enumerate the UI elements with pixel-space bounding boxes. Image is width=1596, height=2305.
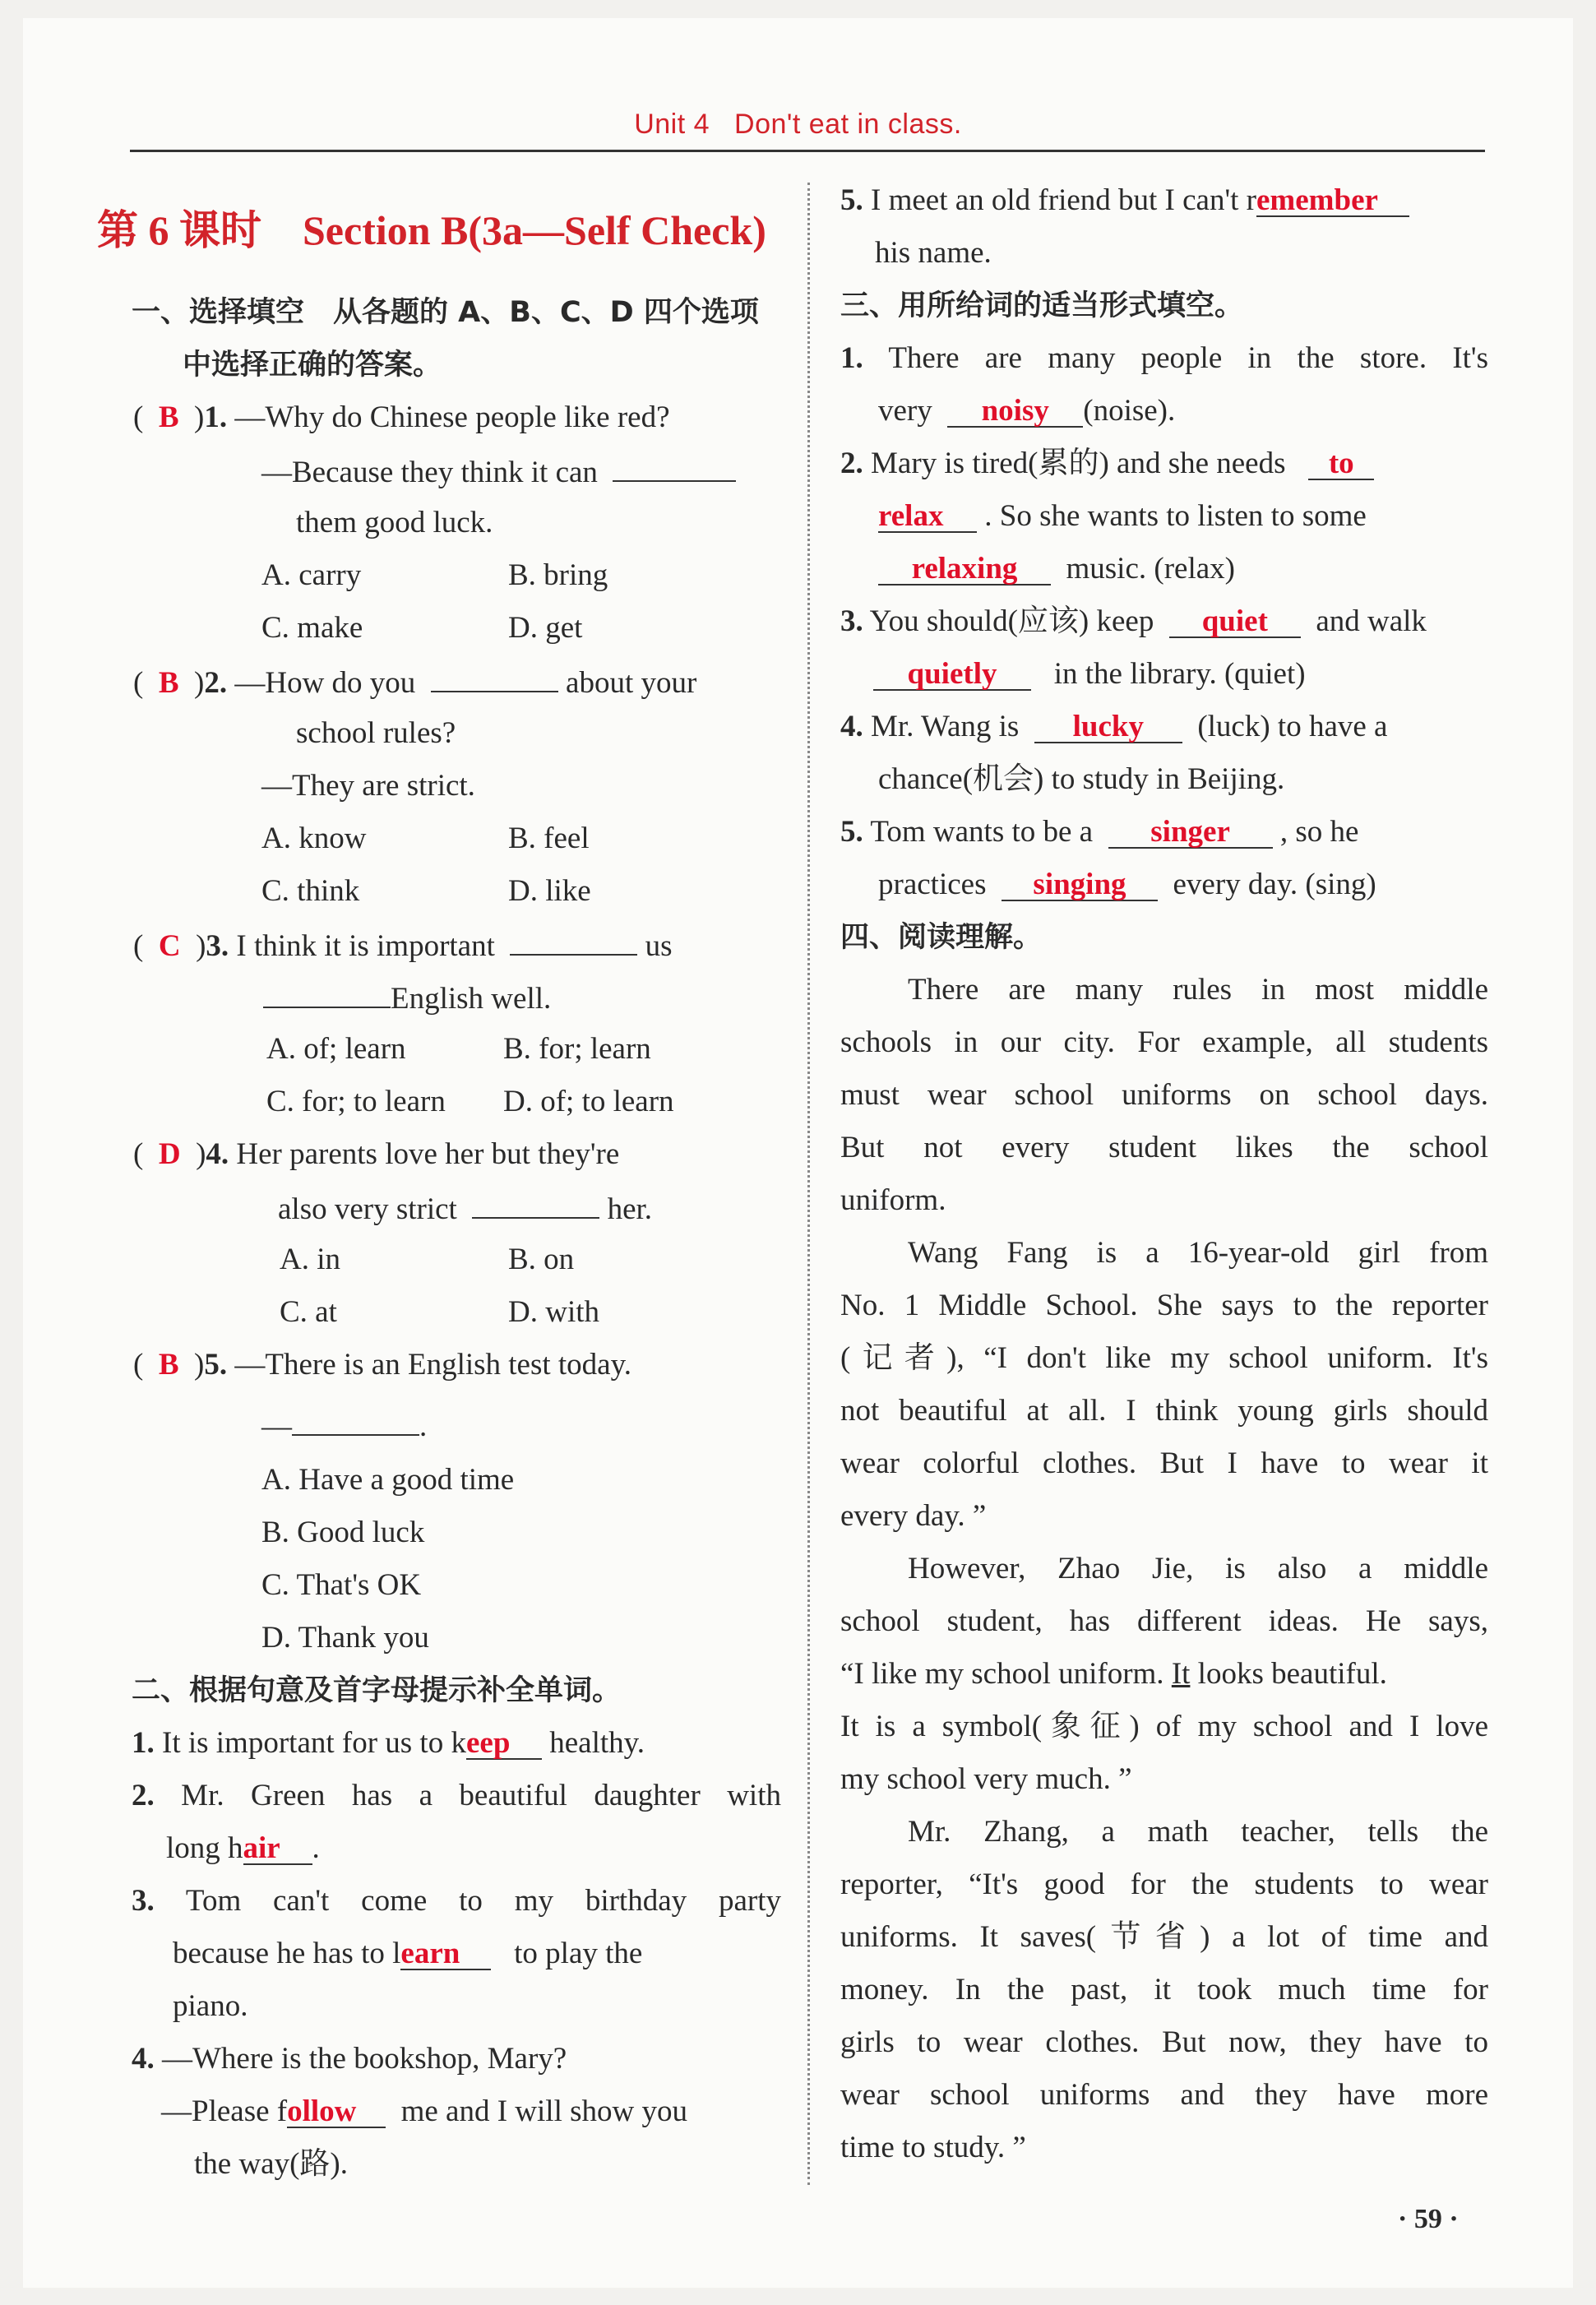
form-answer-2a: to	[1328, 447, 1354, 480]
form-answer-2b: relax	[878, 499, 944, 533]
answer-blank	[1169, 600, 1301, 638]
answer-blank	[1256, 179, 1409, 217]
answer-blank	[1034, 706, 1182, 743]
form-question-2-line3: relaxing music. (relax)	[878, 543, 1488, 595]
answer-blank	[431, 655, 558, 692]
form-question-1-line2: very noisy (noise).	[878, 385, 1488, 437]
option-b: B. on	[508, 1243, 575, 1276]
mc-options-row	[261, 549, 781, 602]
fill-answer-4: ollow	[287, 2094, 357, 2128]
answer-blank	[947, 390, 1083, 428]
form-answer-3a: quiet	[1201, 604, 1268, 638]
section2-heading: 二、根据句意及首字母提示补全单词。	[132, 1674, 622, 1707]
answer-blank	[1002, 863, 1158, 901]
fill-question-4: 4. —Where is the bookshop, Mary?	[132, 2042, 567, 2076]
reading-line: my school very much. ”	[840, 1762, 1132, 1796]
fill-question-1: 1. It is important for us to keep healthy.	[132, 1717, 781, 1770]
page-number: · 59 ·	[1398, 2204, 1459, 2234]
mc-question-1-line2: —Because they think it can	[261, 444, 781, 497]
reading-line: It is a symbol(象征) of my school and I love	[840, 1710, 1488, 1743]
fill-question-3-line2: because he has to learn to play the	[173, 1928, 781, 1980]
answer-blank	[613, 444, 736, 482]
form-answer-3b: quietly	[907, 657, 997, 691]
section1-heading-line2: 中选择正确的答案。	[183, 349, 442, 382]
mc-question-4-line2: also very strict her.	[278, 1181, 781, 1233]
reading-line: schools in our city. For example, all students	[840, 1025, 1488, 1059]
mc-options-row	[280, 1286, 781, 1339]
fill-question-5: 5. I meet an old friend but I can't remember	[840, 174, 1488, 227]
reading-line: uniform.	[840, 1183, 946, 1217]
underlined-word: It	[1171, 1657, 1191, 1691]
mc-answer-4: D	[158, 1137, 181, 1171]
form-question-4-line2: chance(机会) to study in Beijing.	[878, 762, 1285, 796]
reading-line: But not every student likes the school	[840, 1131, 1488, 1164]
fill-question-3-line3: piano.	[173, 1989, 248, 2023]
option-a: A. of; learn	[266, 1032, 406, 1066]
reading-line: “I like my school uniform. It looks beautiful.	[840, 1657, 1387, 1691]
fill-question-4-line2: —Please follow me and I will show you	[161, 2085, 781, 2138]
option-c: C. for; to learn	[266, 1085, 446, 1118]
reading-line: wear school uniforms and they have more	[840, 2078, 1488, 2112]
mc-question-1-line3: them good luck.	[296, 506, 493, 539]
option-d: D. with	[508, 1295, 599, 1329]
mc-question-4: ( D )4. Her parents love her but they're	[133, 1137, 620, 1171]
option-d: D. like	[508, 874, 591, 908]
form-question-1: 1. There are many people in the store. It's	[840, 341, 1488, 375]
section3-heading: 三、用所给词的适当形式填空。	[840, 289, 1244, 322]
reading-line: every day. ”	[840, 1499, 987, 1533]
option-b: B. feel	[508, 822, 590, 855]
fill-question-5-line2: his name.	[875, 236, 992, 270]
reading-line: No. 1 Middle School. She says to the reporter	[840, 1289, 1488, 1322]
reading-line: Wang Fang is a 16-year-old girl from	[908, 1236, 1488, 1270]
answer-blank	[873, 653, 1031, 691]
option-a: A. in	[280, 1243, 340, 1276]
reading-line: reporter, “It's good for the students to wear	[840, 1868, 1488, 1901]
form-answer-5b: singing	[1033, 868, 1126, 901]
header-rule	[130, 150, 1485, 152]
mc-question-5: ( B )5. —There is an English test today.	[133, 1348, 631, 1382]
mc-question-3: ( C )3. I think it is important us	[133, 918, 781, 970]
fill-answer-1: eep	[465, 1726, 511, 1760]
mc-answer-3: C	[158, 929, 181, 963]
option-c: C. make	[261, 611, 363, 645]
answer-blank	[1308, 442, 1374, 480]
answer-blank	[510, 918, 637, 956]
option-c: C. think	[261, 874, 360, 908]
form-question-3-line2: quietly in the library. (quiet)	[873, 648, 1488, 701]
form-question-2-line2: relax . So she wants to listen to some	[878, 490, 1488, 543]
column-divider	[807, 183, 810, 2185]
option-b: B. for; learn	[503, 1032, 651, 1066]
reading-line: school student, has different ideas. He says,	[840, 1604, 1488, 1638]
answer-blank	[878, 548, 1051, 586]
fill-question-4-line3: the way(路).	[194, 2147, 348, 2181]
mc-options-row	[261, 812, 781, 865]
fill-answer-2: air	[243, 1831, 280, 1865]
fill-question-2-line2: long hair .	[166, 1822, 781, 1875]
fill-question-2: 2. Mr. Green has a beautiful daughter with	[132, 1779, 781, 1812]
fill-question-3: 3. Tom can't come to my birthday party	[132, 1884, 781, 1918]
mc-options-row	[266, 1023, 781, 1076]
mc-question-2: ( B )2. —How do you about your	[133, 655, 781, 707]
form-question-2: 2. Mary is tired(累的) and she needs to	[840, 437, 1488, 490]
reading-line: There are many rules in most middle	[908, 973, 1488, 1007]
form-answer-2c: relaxing	[911, 552, 1018, 586]
answer-blank	[287, 2090, 386, 2128]
option-d: D. of; to learn	[503, 1085, 674, 1118]
reading-line: uniforms. It saves(节省) a lot of time and	[840, 1920, 1488, 1954]
mc-options-row	[261, 602, 781, 655]
reading-line: However, Zhao Jie, is also a middle	[908, 1552, 1488, 1585]
form-question-4: 4. Mr. Wang is lucky (luck) to have a	[840, 701, 1488, 753]
option-b: B. Good luck	[261, 1516, 425, 1549]
answer-blank	[878, 495, 977, 533]
form-answer-5a: singer	[1150, 815, 1230, 849]
form-question-5-line2: practices singing every day. (sing)	[878, 859, 1488, 911]
reading-line: not beautiful at all. I think young girls should	[840, 1394, 1488, 1428]
reading-line: (记者), “I don't like my school uniform. It's	[840, 1341, 1488, 1375]
option-d: D. get	[508, 611, 583, 645]
reading-line: wear colorful clothes. But I have to wear it	[840, 1446, 1488, 1480]
option-c: C. That's OK	[261, 1568, 422, 1602]
mc-question-1: ( B )1. —Why do Chinese people like red?	[133, 400, 670, 434]
mc-options-row	[261, 865, 781, 918]
option-d: D. Thank you	[261, 1621, 429, 1655]
header-title: Don't eat in class.	[734, 109, 962, 140]
form-answer-4: lucky	[1072, 710, 1144, 743]
answer-blank	[472, 1181, 599, 1219]
form-question-5: 5. Tom wants to be a singer , so he	[840, 806, 1488, 859]
option-a: A. carry	[261, 558, 362, 592]
lesson-title: 第 6 课时 Section B(3a—Self Check)	[97, 207, 766, 253]
form-answer-1: noisy	[981, 394, 1049, 428]
reading-line: Mr. Zhang, a math teacher, tells the	[908, 1815, 1488, 1849]
running-header	[0, 109, 1596, 141]
section1-heading-line1: 一、选择填空 从各题的 A、B、C、D 四个选项	[132, 296, 759, 329]
mc-answer-1: B	[158, 400, 179, 434]
answer-blank	[263, 970, 391, 1008]
mc-options-row	[280, 1233, 781, 1286]
mc-answer-5: B	[158, 1348, 179, 1382]
mc-answer-2: B	[158, 666, 179, 700]
reading-line: time to study. ”	[840, 2131, 1026, 2164]
section4-heading: 四、阅读理解。	[840, 921, 1043, 954]
fill-answer-3: earn	[400, 1937, 460, 1970]
option-c: C. at	[280, 1295, 337, 1329]
mc-question-2-line2: school rules?	[296, 716, 456, 750]
answer-blank	[1108, 811, 1273, 849]
reading-line: girls to wear clothes. But now, they have to	[840, 2025, 1488, 2059]
answer-blank	[466, 1722, 542, 1760]
mc-question-2-line3: —They are strict.	[261, 769, 475, 803]
answer-blank	[400, 1932, 491, 1970]
option-a: A. Have a good time	[261, 1463, 515, 1497]
option-a: A. know	[261, 822, 367, 855]
header-unit: Unit 4	[634, 109, 710, 140]
mc-question-5-line2: — .	[261, 1398, 781, 1451]
fill-answer-5: emember	[1256, 183, 1378, 217]
form-question-3: 3. You should(应该) keep quiet and walk	[840, 595, 1488, 648]
mc-options-row	[266, 1076, 781, 1128]
mc-question-3-line2: English well.	[263, 970, 781, 1023]
reading-line: money. In the past, it took much time for	[840, 1973, 1488, 2006]
answer-blank	[292, 1398, 419, 1436]
reading-line: must wear school uniforms on school days.	[840, 1078, 1488, 1112]
answer-blank	[243, 1827, 312, 1865]
option-b: B. bring	[508, 558, 608, 592]
